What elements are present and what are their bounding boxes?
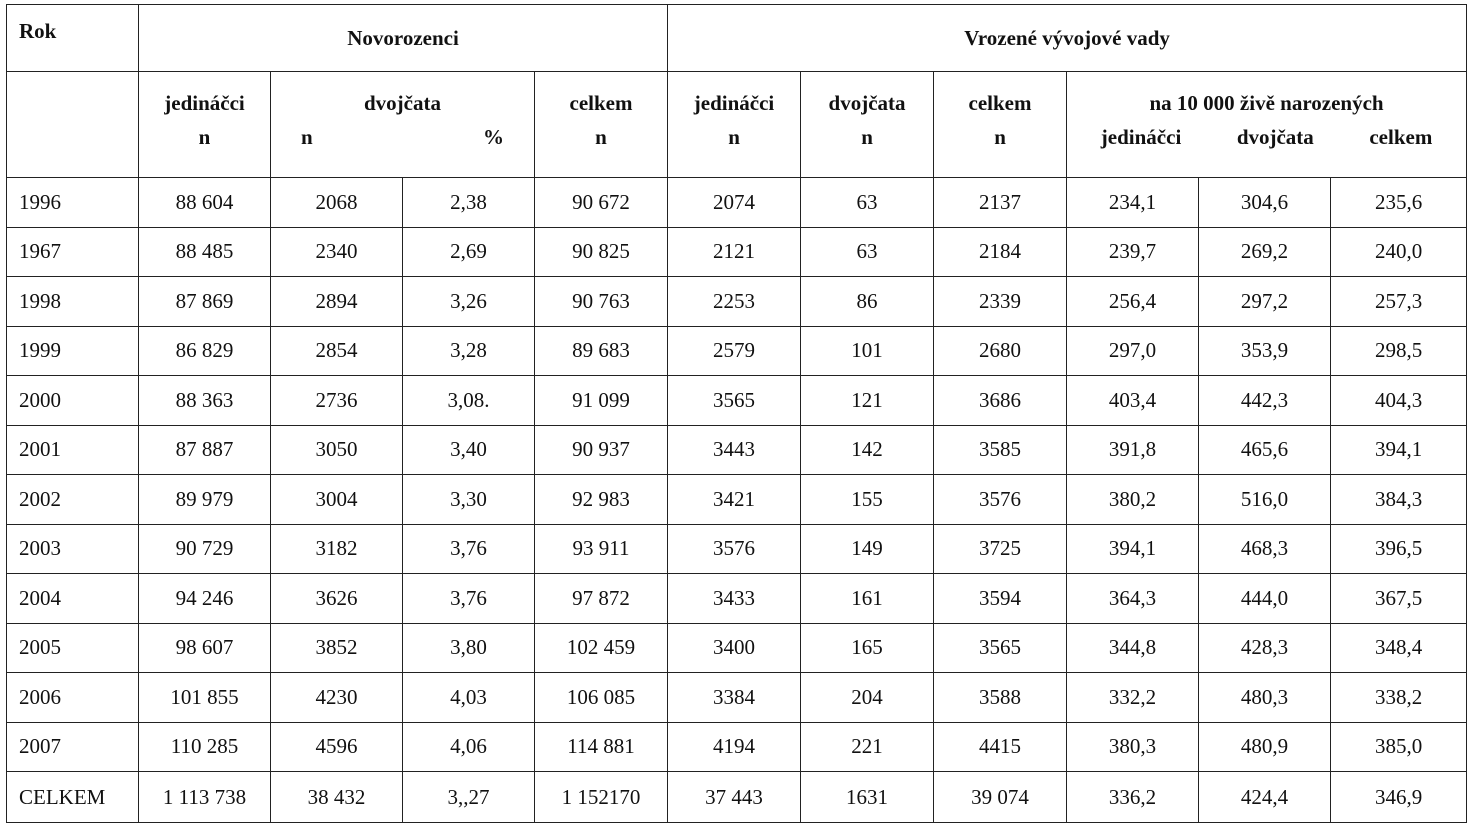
cell-novo-dvojcata-n: 3050 <box>271 425 403 475</box>
cell-vady-jedinacci-n: 2074 <box>668 178 801 228</box>
cell-vady-dvojcata-n: 121 <box>801 376 934 426</box>
cell-vady-celkem-n: 3565 <box>934 623 1067 673</box>
cell-year: 1996 <box>7 178 139 228</box>
table-row <box>7 623 1467 673</box>
cell-novo-celkem-n: 92 983 <box>535 475 668 525</box>
header-vady-jedinacci-n: n <box>728 125 740 149</box>
cell-vady-jedinacci-n: 3421 <box>668 475 801 525</box>
cell-vady-dvojcata-n: 155 <box>801 475 934 525</box>
cell-rate-jedinacci: 364,3 <box>1067 574 1199 624</box>
cell-novo-celkem-n: 102 459 <box>535 623 668 673</box>
header-novo-jedinacci <box>139 72 271 178</box>
cell-novo-celkem-n: 89 683 <box>535 326 668 376</box>
cell-vady-celkem-n: 39 074 <box>934 772 1067 823</box>
cell-year: 2003 <box>7 524 139 574</box>
header-rate-jedinacci: jedináčci <box>1100 125 1182 149</box>
birth-defects-table <box>6 4 1467 823</box>
cell-novo-celkem-n: 97 872 <box>535 574 668 624</box>
header-na-10000 <box>1067 72 1467 178</box>
header-novo-dvojcata-n: n <box>301 125 313 149</box>
cell-novo-dvojcata-n: 2340 <box>271 227 403 277</box>
cell-novo-dvojcata-n: 4230 <box>271 673 403 723</box>
cell-year: 2005 <box>7 623 139 673</box>
header-vady-celkem <box>934 72 1067 178</box>
cell-year: 2007 <box>7 722 139 772</box>
cell-novo-dvojcata-n: 2736 <box>271 376 403 426</box>
cell-rate-celkem: 348,4 <box>1331 623 1467 673</box>
header-rate-dvojcata: dvojčata <box>1236 125 1314 149</box>
cell-year: 2006 <box>7 673 139 723</box>
cell-year: CELKEM <box>7 772 139 823</box>
header-novo-celkem-label: celkem <box>569 91 633 115</box>
cell-rate-jedinacci: 344,8 <box>1067 623 1199 673</box>
cell-vady-jedinacci-n: 2253 <box>668 277 801 327</box>
cell-novo-dvojcata-pct: 3,26 <box>403 277 535 327</box>
cell-novo-celkem-n: 114 881 <box>535 722 668 772</box>
header-vrozene-vady: Vrozené vývojové vady <box>668 5 1467 72</box>
cell-vady-celkem-n: 3585 <box>934 425 1067 475</box>
cell-novo-dvojcata-pct: 2,69 <box>403 227 535 277</box>
header-rate-celkem: celkem <box>1369 125 1433 149</box>
table-row <box>7 178 1467 228</box>
cell-novo-jedinacci-n: 1 113 738 <box>139 772 271 823</box>
cell-rate-dvojcata: 444,0 <box>1199 574 1331 624</box>
cell-vady-jedinacci-n: 3576 <box>668 524 801 574</box>
header-novo-dvojcata-pct: % <box>483 125 504 149</box>
cell-year: 2002 <box>7 475 139 525</box>
cell-novo-dvojcata-n: 2894 <box>271 277 403 327</box>
cell-year: 1998 <box>7 277 139 327</box>
cell-novo-dvojcata-pct: 2,38 <box>403 178 535 228</box>
cell-novo-celkem-n: 90 937 <box>535 425 668 475</box>
cell-vady-dvojcata-n: 63 <box>801 178 934 228</box>
cell-novo-dvojcata-pct: 3,40 <box>403 425 535 475</box>
cell-novo-dvojcata-n: 3004 <box>271 475 403 525</box>
cell-vady-celkem-n: 2680 <box>934 326 1067 376</box>
cell-novo-dvojcata-pct: 3,80 <box>403 623 535 673</box>
cell-vady-jedinacci-n: 3384 <box>668 673 801 723</box>
cell-vady-celkem-n: 3725 <box>934 524 1067 574</box>
cell-year: 1999 <box>7 326 139 376</box>
cell-rate-jedinacci: 380,3 <box>1067 722 1199 772</box>
cell-rate-jedinacci: 297,0 <box>1067 326 1199 376</box>
cell-rate-dvojcata: 297,2 <box>1199 277 1331 327</box>
header-novo-celkem-n: n <box>595 125 607 149</box>
cell-novo-dvojcata-n: 38 432 <box>271 772 403 823</box>
cell-rate-celkem: 235,6 <box>1331 178 1467 228</box>
cell-novo-dvojcata-n: 4596 <box>271 722 403 772</box>
header-row-1 <box>7 5 1467 72</box>
cell-vady-jedinacci-n: 3400 <box>668 623 801 673</box>
cell-novo-dvojcata-pct: 3,,27 <box>403 772 535 823</box>
header-novo-jedinacci-label: jedináčci <box>164 91 245 115</box>
cell-rate-jedinacci: 391,8 <box>1067 425 1199 475</box>
cell-vady-dvojcata-n: 204 <box>801 673 934 723</box>
cell-novo-dvojcata-pct: 3,08. <box>403 376 535 426</box>
cell-novo-dvojcata-n: 2854 <box>271 326 403 376</box>
cell-year: 1967 <box>7 227 139 277</box>
cell-rate-jedinacci: 234,1 <box>1067 178 1199 228</box>
cell-vady-dvojcata-n: 142 <box>801 425 934 475</box>
header-novo-celkem <box>535 72 668 178</box>
cell-rate-dvojcata: 516,0 <box>1199 475 1331 525</box>
cell-novo-jedinacci-n: 88 485 <box>139 227 271 277</box>
cell-vady-dvojcata-n: 1631 <box>801 772 934 823</box>
cell-vady-jedinacci-n: 4194 <box>668 722 801 772</box>
cell-novo-dvojcata-pct: 3,28 <box>403 326 535 376</box>
cell-year: 2000 <box>7 376 139 426</box>
cell-rate-dvojcata: 465,6 <box>1199 425 1331 475</box>
cell-novo-celkem-n: 93 911 <box>535 524 668 574</box>
header-rok: Rok <box>7 5 139 72</box>
cell-novo-jedinacci-n: 90 729 <box>139 524 271 574</box>
cell-rate-celkem: 346,9 <box>1331 772 1467 823</box>
cell-year: 2004 <box>7 574 139 624</box>
cell-rate-celkem: 384,3 <box>1331 475 1467 525</box>
cell-year: 2001 <box>7 425 139 475</box>
table-row <box>7 524 1467 574</box>
cell-rate-celkem: 404,3 <box>1331 376 1467 426</box>
cell-vady-jedinacci-n: 3433 <box>668 574 801 624</box>
header-empty-cell <box>7 72 139 178</box>
table-body <box>7 178 1467 823</box>
cell-vady-dvojcata-n: 221 <box>801 722 934 772</box>
cell-novo-dvojcata-pct: 4,03 <box>403 673 535 723</box>
cell-rate-dvojcata: 480,9 <box>1199 722 1331 772</box>
cell-novo-jedinacci-n: 94 246 <box>139 574 271 624</box>
cell-vady-celkem-n: 3686 <box>934 376 1067 426</box>
cell-novo-jedinacci-n: 88 604 <box>139 178 271 228</box>
table-row <box>7 475 1467 525</box>
cell-rate-dvojcata: 480,3 <box>1199 673 1331 723</box>
header-row-2 <box>7 72 1467 178</box>
cell-novo-dvojcata-n: 3852 <box>271 623 403 673</box>
cell-rate-celkem: 396,5 <box>1331 524 1467 574</box>
cell-rate-jedinacci: 256,4 <box>1067 277 1199 327</box>
cell-rate-celkem: 298,5 <box>1331 326 1467 376</box>
header-vady-celkem-n: n <box>994 125 1006 149</box>
cell-vady-dvojcata-n: 101 <box>801 326 934 376</box>
cell-novo-jedinacci-n: 110 285 <box>139 722 271 772</box>
total-row <box>7 772 1467 823</box>
cell-vady-celkem-n: 3594 <box>934 574 1067 624</box>
header-novo-dvojcata-label: dvojčata <box>364 91 441 115</box>
cell-rate-jedinacci: 394,1 <box>1067 524 1199 574</box>
header-vady-dvojcata-label: dvojčata <box>828 91 906 115</box>
table-row <box>7 722 1467 772</box>
cell-novo-dvojcata-pct: 3,76 <box>403 524 535 574</box>
header-vady-dvojcata <box>801 72 934 178</box>
cell-novo-dvojcata-pct: 4,06 <box>403 722 535 772</box>
cell-vady-dvojcata-n: 149 <box>801 524 934 574</box>
header-novo-jedinacci-n: n <box>198 125 211 149</box>
cell-rate-celkem: 257,3 <box>1331 277 1467 327</box>
cell-rate-dvojcata: 269,2 <box>1199 227 1331 277</box>
cell-novo-celkem-n: 1 152170 <box>535 772 668 823</box>
cell-vady-dvojcata-n: 63 <box>801 227 934 277</box>
cell-novo-celkem-n: 91 099 <box>535 376 668 426</box>
cell-novo-celkem-n: 90 672 <box>535 178 668 228</box>
cell-rate-dvojcata: 424,4 <box>1199 772 1331 823</box>
header-vady-jedinacci-label: jedináčci <box>693 91 775 115</box>
cell-vady-jedinacci-n: 37 443 <box>668 772 801 823</box>
cell-vady-jedinacci-n: 3443 <box>668 425 801 475</box>
cell-vady-celkem-n: 2339 <box>934 277 1067 327</box>
cell-rate-celkem: 338,2 <box>1331 673 1467 723</box>
cell-vady-dvojcata-n: 86 <box>801 277 934 327</box>
cell-vady-celkem-n: 2137 <box>934 178 1067 228</box>
table-row <box>7 227 1467 277</box>
cell-novo-dvojcata-pct: 3,30 <box>403 475 535 525</box>
cell-vady-jedinacci-n: 2121 <box>668 227 801 277</box>
cell-vady-jedinacci-n: 3565 <box>668 376 801 426</box>
cell-novo-dvojcata-n: 2068 <box>271 178 403 228</box>
cell-vady-dvojcata-n: 165 <box>801 623 934 673</box>
cell-rate-celkem: 367,5 <box>1331 574 1467 624</box>
cell-novo-jedinacci-n: 101 855 <box>139 673 271 723</box>
header-vady-jedinacci <box>668 72 801 178</box>
cell-rate-celkem: 394,1 <box>1331 425 1467 475</box>
cell-novo-jedinacci-n: 98 607 <box>139 623 271 673</box>
cell-vady-celkem-n: 2184 <box>934 227 1067 277</box>
cell-novo-jedinacci-n: 87 869 <box>139 277 271 327</box>
cell-rate-dvojcata: 428,3 <box>1199 623 1331 673</box>
cell-novo-celkem-n: 90 763 <box>535 277 668 327</box>
cell-novo-celkem-n: 90 825 <box>535 227 668 277</box>
table-row <box>7 376 1467 426</box>
cell-novo-dvojcata-n: 3626 <box>271 574 403 624</box>
cell-vady-dvojcata-n: 161 <box>801 574 934 624</box>
header-vady-dvojcata-n: n <box>861 125 873 149</box>
cell-novo-celkem-n: 106 085 <box>535 673 668 723</box>
table-row <box>7 326 1467 376</box>
header-na-10000-label: na 10 000 živě narozených <box>1149 91 1384 115</box>
cell-rate-dvojcata: 468,3 <box>1199 524 1331 574</box>
cell-rate-jedinacci: 332,2 <box>1067 673 1199 723</box>
cell-vady-celkem-n: 3588 <box>934 673 1067 723</box>
header-novo-dvojcata <box>271 72 535 178</box>
cell-novo-jedinacci-n: 87 887 <box>139 425 271 475</box>
cell-rate-dvojcata: 304,6 <box>1199 178 1331 228</box>
cell-rate-jedinacci: 380,2 <box>1067 475 1199 525</box>
cell-novo-dvojcata-pct: 3,76 <box>403 574 535 624</box>
cell-rate-jedinacci: 403,4 <box>1067 376 1199 426</box>
cell-rate-dvojcata: 442,3 <box>1199 376 1331 426</box>
cell-vady-celkem-n: 3576 <box>934 475 1067 525</box>
cell-rate-celkem: 385,0 <box>1331 722 1467 772</box>
cell-novo-dvojcata-n: 3182 <box>271 524 403 574</box>
cell-rate-dvojcata: 353,9 <box>1199 326 1331 376</box>
cell-rate-jedinacci: 239,7 <box>1067 227 1199 277</box>
table-row <box>7 277 1467 327</box>
table-row <box>7 574 1467 624</box>
cell-vady-jedinacci-n: 2579 <box>668 326 801 376</box>
table-row <box>7 673 1467 723</box>
cell-novo-jedinacci-n: 86 829 <box>139 326 271 376</box>
table-row <box>7 425 1467 475</box>
cell-rate-celkem: 240,0 <box>1331 227 1467 277</box>
cell-novo-jedinacci-n: 89 979 <box>139 475 271 525</box>
header-vady-celkem-label: celkem <box>968 91 1032 115</box>
cell-rate-jedinacci: 336,2 <box>1067 772 1199 823</box>
cell-vady-celkem-n: 4415 <box>934 722 1067 772</box>
header-novorozenci: Novorozenci <box>139 5 668 72</box>
cell-novo-jedinacci-n: 88 363 <box>139 376 271 426</box>
